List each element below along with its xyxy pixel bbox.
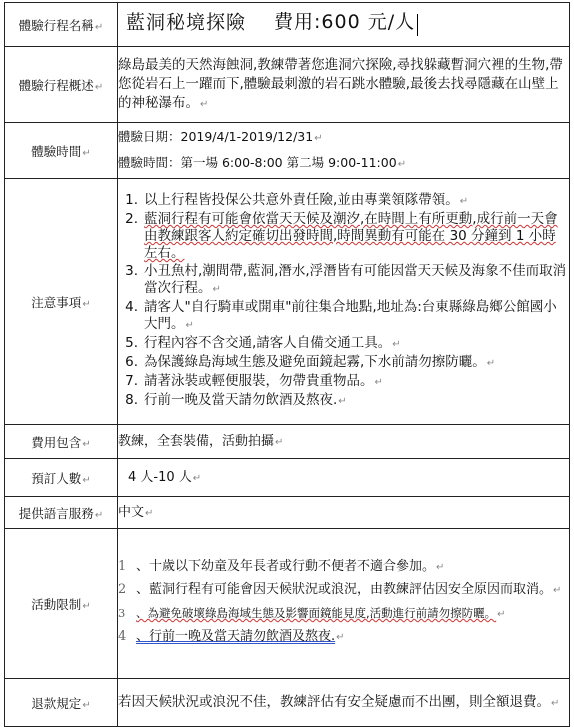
paragraph-mark-icon: ↵: [314, 132, 323, 144]
limit-text-content: 、行前一晚及當天請勿飲酒及熬夜.: [136, 629, 336, 644]
overview-value-cell[interactable]: [118, 47, 570, 123]
limits-label: 活動限制: [31, 596, 82, 612]
text-cursor: [417, 14, 418, 36]
note-number: 4.: [125, 299, 138, 315]
included-row: [5, 425, 570, 459]
time-date-line: [118, 125, 569, 151]
language-label-cell: [5, 497, 118, 529]
paragraph-mark-icon: ↵: [82, 600, 91, 612]
note-text-content: 藍洞行程有可能會依當天天候及潮汐,在時間上有所更動,成行前一天會由教練跟客人約定確切出發時間,時間異動有可能在 30 分鐘到 1 小時左右。: [144, 211, 558, 261]
paragraph-mark-icon: ↵: [145, 507, 154, 519]
paragraph-mark-icon: ↵: [94, 509, 104, 521]
note-number: 6.: [125, 354, 138, 370]
paragraph-mark-icon: ↵: [497, 609, 506, 620]
note-item: [118, 354, 569, 372]
note-number: 8.: [125, 392, 138, 408]
note-item: [118, 192, 569, 210]
paragraph-mark-icon: ↵: [82, 474, 91, 486]
notes-label: 注意事項: [31, 294, 82, 310]
overview-row: [5, 47, 570, 123]
language-row: [5, 497, 570, 529]
paragraph-mark-icon: ↵: [192, 472, 202, 484]
note-item: [118, 211, 569, 262]
time-date: 體驗日期：2019/4/1-2019/12/31: [118, 128, 314, 144]
paragraph-mark-icon: ↵: [397, 158, 407, 170]
limits-value-cell[interactable]: [118, 529, 570, 679]
note-text-content: 行前一晚及當天請勿飲酒及熬夜.: [144, 392, 338, 408]
limit-text-content: 、十歲以下幼童及年長者或行動不便者不適合參加。: [136, 559, 436, 574]
language-text: 中文: [118, 504, 145, 520]
limit-text-content: 、為避免破壞綠島海域生態及影響面鏡能見度,活動進行前請勿擦防曬。: [136, 606, 497, 620]
itinerary-fee: 費用:600 元/人: [274, 11, 416, 33]
note-number: 3.: [125, 263, 138, 279]
title-row: [5, 3, 570, 47]
overview-label-cell: [5, 47, 118, 123]
refund-row: [5, 679, 570, 727]
paragraph-mark-icon: ↵: [212, 284, 221, 295]
time-value-cell[interactable]: [118, 123, 570, 179]
limit-number: 1: [118, 559, 127, 574]
limits-list: [118, 557, 569, 648]
paragraph-mark-icon: ↵: [185, 320, 194, 331]
limit-text-content: 、藍洞行程有可能會因天候狀況或浪況，由教練評估因安全原因而取消。: [136, 582, 553, 597]
paragraph-mark-icon: ↵: [275, 436, 284, 448]
notes-row: [5, 179, 570, 425]
time-session-line: [118, 151, 569, 177]
note-text-content: 小丑魚村,潮間帶,藍洞,潛水,浮潛皆有可能因當天天候及海象不佳而取消當次行程。: [144, 263, 567, 296]
paragraph-mark-icon: ↵: [486, 358, 496, 369]
paragraph-mark-icon: ↵: [553, 585, 562, 596]
note-text-content: 行程內容不含交通,請客人自備交通工具。: [144, 335, 392, 351]
time-row: [5, 123, 570, 179]
note-text-content: 請著泳裝或輕便服裝，勿帶貴重物品。: [144, 373, 374, 389]
included-label-cell: [5, 425, 118, 459]
notes-label-cell: [5, 179, 118, 425]
paragraph-mark-icon: ↵: [392, 339, 401, 350]
limits-row: [5, 529, 570, 679]
refund-label-cell: [5, 679, 118, 727]
time-label-cell: [5, 123, 118, 179]
people-label: 預訂人數: [31, 470, 82, 486]
title-label-cell: [5, 3, 118, 47]
language-label: 提供語言服務: [18, 505, 94, 521]
people-row: [5, 459, 570, 497]
paragraph-mark-icon: ↵: [336, 632, 345, 643]
note-number: 5.: [125, 335, 138, 351]
paragraph-mark-icon: ↵: [94, 81, 104, 93]
paragraph-mark-icon: ↵: [551, 697, 560, 709]
refund-text: 若因天候狀況或浪況不佳，教練評估有安全疑慮而不出團，則全額退費。: [118, 693, 550, 710]
note-text: [144, 263, 569, 298]
paragraph-mark-icon: ↵: [82, 438, 91, 450]
note-text-content: 以上行程皆投保公共意外責任險,並由專業領隊帶領。: [144, 192, 459, 208]
refund-value-cell[interactable]: [118, 679, 570, 727]
note-item: [118, 392, 569, 410]
included-text: 教練，全套裝備，活動拍攝: [118, 433, 275, 449]
paragraph-mark-icon: ↵: [200, 98, 209, 110]
limit-number: 3: [118, 606, 126, 620]
time-session: 體驗時間：第一場 6:00-8:00 第二場 9:00-11:00: [118, 154, 397, 170]
limit-number: 4: [118, 629, 127, 644]
included-label: 費用包含: [31, 434, 82, 450]
note-text: [144, 192, 468, 210]
included-value-cell[interactable]: [118, 425, 570, 459]
people-text: 4 人-10 人: [128, 469, 192, 485]
limit-text: [136, 580, 561, 601]
title-label: 體驗行程名稱: [18, 17, 94, 33]
limit-number: 2: [118, 582, 127, 597]
note-text: [144, 373, 383, 391]
note-number: 2.: [125, 211, 138, 227]
limits-label-cell: [5, 529, 118, 679]
paragraph-mark-icon: ↵: [82, 147, 91, 159]
note-text-content: 為保護綠島海域生態及避免面鏡起霧,下水前請勿擦防曬。: [144, 354, 486, 370]
limit-item: [118, 603, 569, 625]
limit-text: [136, 627, 345, 648]
paragraph-mark-icon: ↵: [94, 21, 104, 33]
note-text: [144, 299, 569, 334]
note-number: 1.: [125, 192, 138, 208]
overview-label: 體驗行程概述: [18, 77, 94, 93]
note-item: [118, 299, 569, 334]
note-item: [118, 373, 569, 391]
language-value-cell[interactable]: [118, 497, 570, 529]
notes-value-cell[interactable]: [118, 179, 570, 425]
note-text-content: 請客人"自行騎車或開車"前往集合地點,地址為:台東縣綠島鄉公館國小大門。: [144, 299, 557, 332]
paragraph-mark-icon: ↵: [338, 396, 347, 407]
note-number: 7.: [125, 373, 138, 389]
note-text: [144, 335, 401, 353]
note-text: [144, 211, 569, 262]
note-item: [118, 335, 569, 353]
note-text: [144, 354, 495, 372]
itinerary-name: 藍洞秘境探險: [126, 11, 247, 33]
limit-item: [118, 580, 569, 601]
paragraph-mark-icon: ↵: [82, 699, 91, 711]
itinerary-table: [4, 2, 570, 727]
limit-item: [118, 627, 569, 648]
notes-list: [118, 192, 569, 410]
people-label-cell: [5, 459, 118, 497]
time-label: 體驗時間: [31, 143, 82, 159]
paragraph-mark-icon: ↵: [459, 196, 469, 207]
limit-text: [136, 557, 444, 578]
people-value-cell[interactable]: [118, 459, 570, 497]
overview-text: 綠島最美的天然海蝕洞,教練帶著您進洞穴探險,尋找躲藏暫洞穴裡的生物,帶您從岩石上一躍而下,體驗最刺激的岩石跳水體驗,最後去找尋隱藏在山壁上的神秘瀑布。: [118, 56, 563, 111]
title-value-cell[interactable]: [118, 3, 570, 47]
paragraph-mark-icon: ↵: [374, 377, 383, 388]
limit-text: [136, 603, 506, 625]
note-text: [144, 392, 347, 410]
refund-label: 退款規定: [31, 695, 82, 711]
limit-item: [118, 557, 569, 578]
note-item: [118, 263, 569, 298]
paragraph-mark-icon: ↵: [82, 298, 91, 310]
paragraph-mark-icon: ↵: [436, 562, 445, 573]
